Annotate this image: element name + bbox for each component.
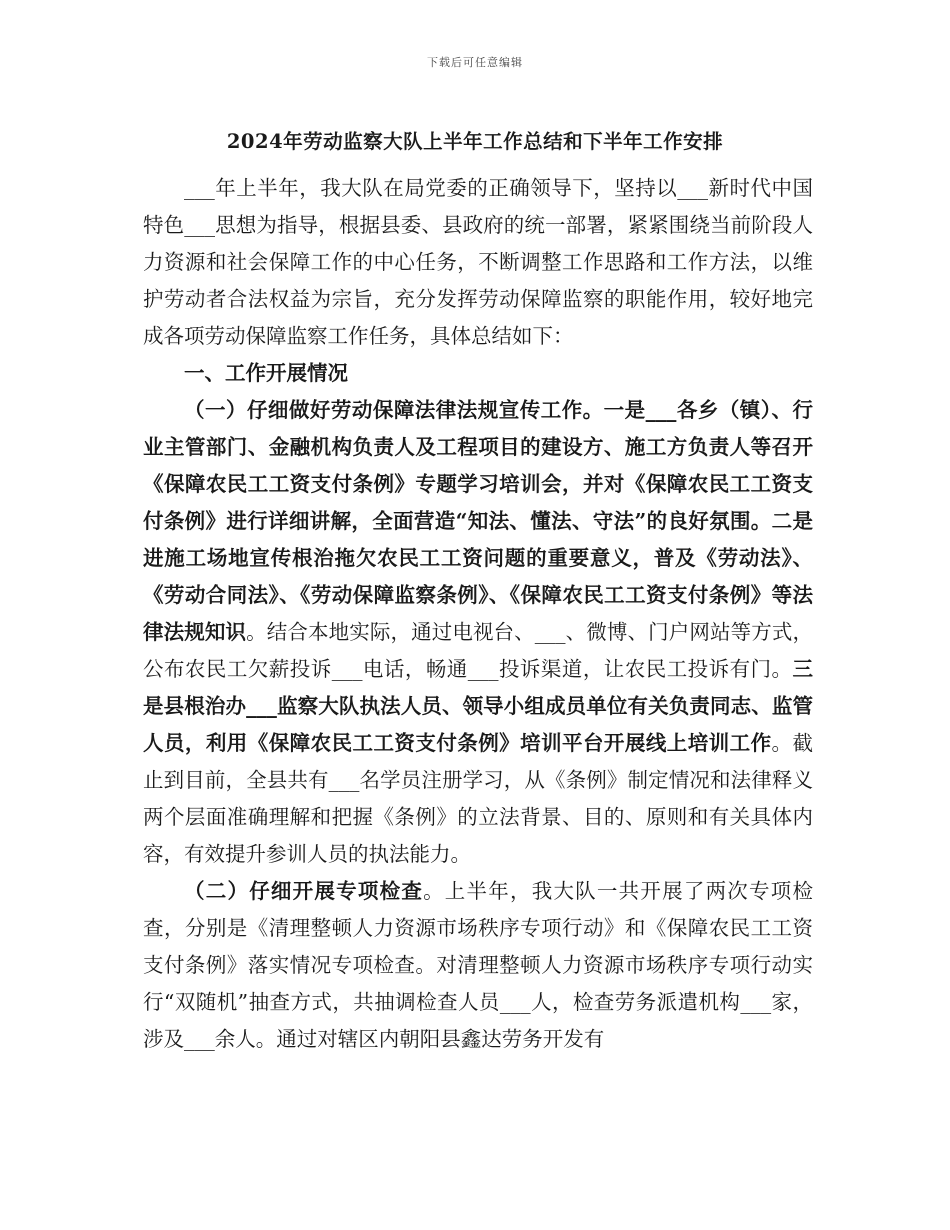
page-header-note: 下载后可任意编辑 — [427, 56, 523, 69]
paragraph-publicity-text-end: 。截止到目前，全县共有___名学员注册学习，从《条例》制定情况和法律释义两个层面准确理解和把握《条例》的立法背景、目的、原则和有关具体内容，有效提升参训人员的执法能力。 — [143, 731, 813, 866]
paragraph-inspection-text: 。上半年，我大队一共开展了两次专项检查，分别是《清理整顿人力资源市场秩序专项行动》和《保障农民工工资支付条例》落实情况专项检查。对清理整顿人力资源市场秩序专项行动实行“双随机”抽查方式，共抽调检查人员___人，检查劳务派遣机构___家，涉及___余人。通过对辖区内朝阳县鑫达劳务开发有 — [143, 879, 814, 1051]
section-heading: 一、工作开展情况 — [184, 361, 348, 385]
paragraph-publicity — [143, 392, 813, 873]
document-body — [143, 170, 813, 1058]
paragraph-inspection-bold-lead: （二）仔细开展专项检查 — [184, 879, 424, 903]
document-title: 2024年劳动监察大队上半年工作总结和下半年工作安排 — [226, 130, 724, 153]
intro-paragraph: ___年上半年，我大队在局党委的正确领导下，坚持以___新时代中国特色___思想为指导，根据县委、县政府的统一部署，紧紧围绕当前阶段人力资源和社会保障工作的中心任务，不断调整工作思路和工作方法，以维护劳动者合法权益为宗旨，充分发挥劳动保障监察的职能作用，较好地完成各项劳动保障监察工作任务，具体总结如下： — [143, 176, 813, 348]
paragraph-inspection — [143, 873, 813, 1058]
paragraph-publicity-bold-lead: （一）仔细做好劳动保障法律法规宣传工作。一是___各乡（镇）、行业主管部门、金融机构负责人及工程项目的建设方、施工方负责人等召开《保障农民工工资支付条例》专题学习培训会，并对《保障农民工工资支付条例》进行详细讲解，全面营造“知法、懂法、守法”的良好氛围。二是进施工场地宣传根治拖欠农民工工资问题的重要意义，普及《劳动法》、《劳动合同法》、《劳动保障监察条例》、《保障农民工工资支付条例》等法律法规知识 — [143, 398, 813, 644]
paragraph-publicity-text: 。结合本地实际，通过电视台、___、微博、门户网站等方式，公布农民工欠薪投诉___电话，畅通___投诉渠道，让农民工投诉有门。 — [143, 620, 814, 681]
paragraph-publicity-bold-third: 三是县根治办___监察大队执法人员、领导小组成员单位有关负责同志、监管人员，利用《保障农民工工资支付条例》培训平台开展线上培训工作 — [143, 657, 813, 755]
